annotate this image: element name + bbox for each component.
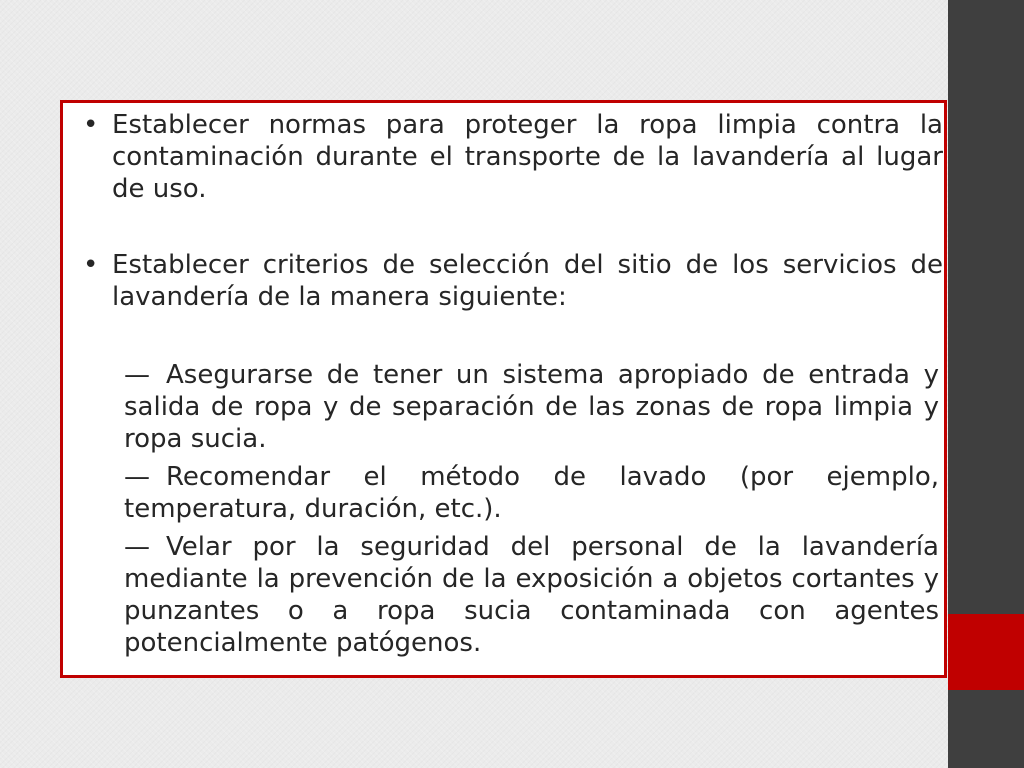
- sidebar-accent-block: [948, 614, 1024, 690]
- dash-icon: —: [124, 360, 150, 390]
- sub-item: [124, 359, 939, 455]
- sub-item-text: — Velar por la seguridad del personal de la lavandería mediante la prevención de la exposición a objetos cortantes y punzantes o a ropa sucia contaminada con agentes potencialmente patógenos.: [124, 532, 939, 658]
- bullet-text: Establecer normas para proteger la ropa limpia contra la contaminación durante el transporte de la lavandería al lugar de uso.: [112, 110, 943, 204]
- sub-item: [124, 531, 939, 659]
- sub-item: [124, 461, 939, 525]
- bullet-icon: •: [83, 250, 99, 280]
- content-box: [60, 100, 947, 678]
- bullet-item: [83, 249, 943, 313]
- dash-icon: —: [124, 462, 150, 492]
- sub-item-text: — Asegurarse de tener un sistema apropiado de entrada y salida de ropa y de separación de las zonas de ropa limpia y ropa sucia.: [124, 360, 939, 454]
- bullet-icon: •: [83, 110, 99, 140]
- bullet-item: [83, 109, 943, 205]
- dash-icon: —: [124, 532, 150, 562]
- sub-item-text: — Recomendar el método de lavado (por ejemplo, temperatura, duración, etc.).: [124, 462, 939, 524]
- bullet-text: Establecer criterios de selección del sitio de los servicios de lavandería de la manera siguiente:: [112, 250, 943, 312]
